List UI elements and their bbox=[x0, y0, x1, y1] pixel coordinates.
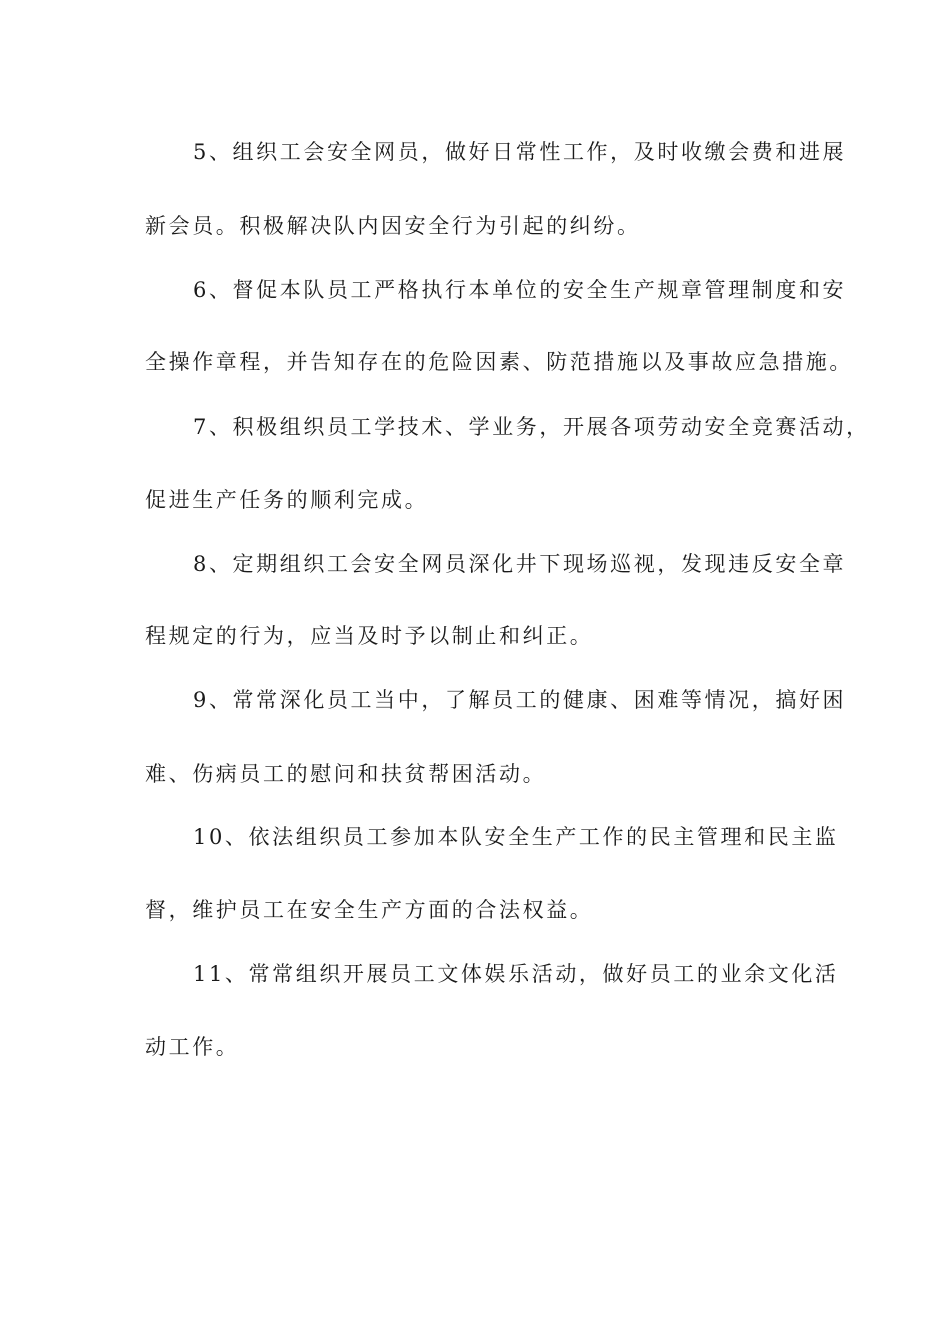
item-8-line-2: 程规定的行为，应当及时予以制止和纠正。 bbox=[145, 624, 594, 648]
item-5-line-1: 5、组织工会安全网员，做好日常性工作，及时收缴会费和进展 bbox=[193, 140, 847, 164]
item-9-line-1: 9、常常深化员工当中，了解员工的健康、困难等情况，搞好困 bbox=[193, 688, 847, 712]
item-10-line-2: 督，维护员工在安全生产方面的合法权益。 bbox=[145, 898, 594, 922]
item-9-line-2: 难、伤病员工的慰问和扶贫帮困活动。 bbox=[145, 762, 547, 786]
item-6-line-2: 全操作章程，并告知存在的危险因素、防范措施以及事故应急措施。 bbox=[145, 350, 853, 374]
item-7-line-2: 促进生产任务的顺利完成。 bbox=[145, 488, 429, 512]
item-6-line-1: 6、督促本队员工严格执行本单位的安全生产规章管理制度和安 bbox=[193, 278, 847, 302]
item-10-line-1: 10、依法组织员工参加本队安全生产工作的民主管理和民主监 bbox=[193, 825, 839, 849]
item-11-line-1: 11、常常组织开展员工文体娱乐活动，做好员工的业余文化活 bbox=[193, 962, 839, 986]
item-8-line-1: 8、定期组织工会安全网员深化井下现场巡视，发现违反安全章 bbox=[193, 552, 847, 576]
item-11-line-2: 动工作。 bbox=[145, 1035, 240, 1059]
item-7-line-1: 7、积极组织员工学技术、学业务，开展各项劳动安全竞赛活动， bbox=[193, 415, 870, 439]
item-5-line-2: 新会员。积极解决队内因安全行为引起的纠纷。 bbox=[145, 214, 641, 238]
